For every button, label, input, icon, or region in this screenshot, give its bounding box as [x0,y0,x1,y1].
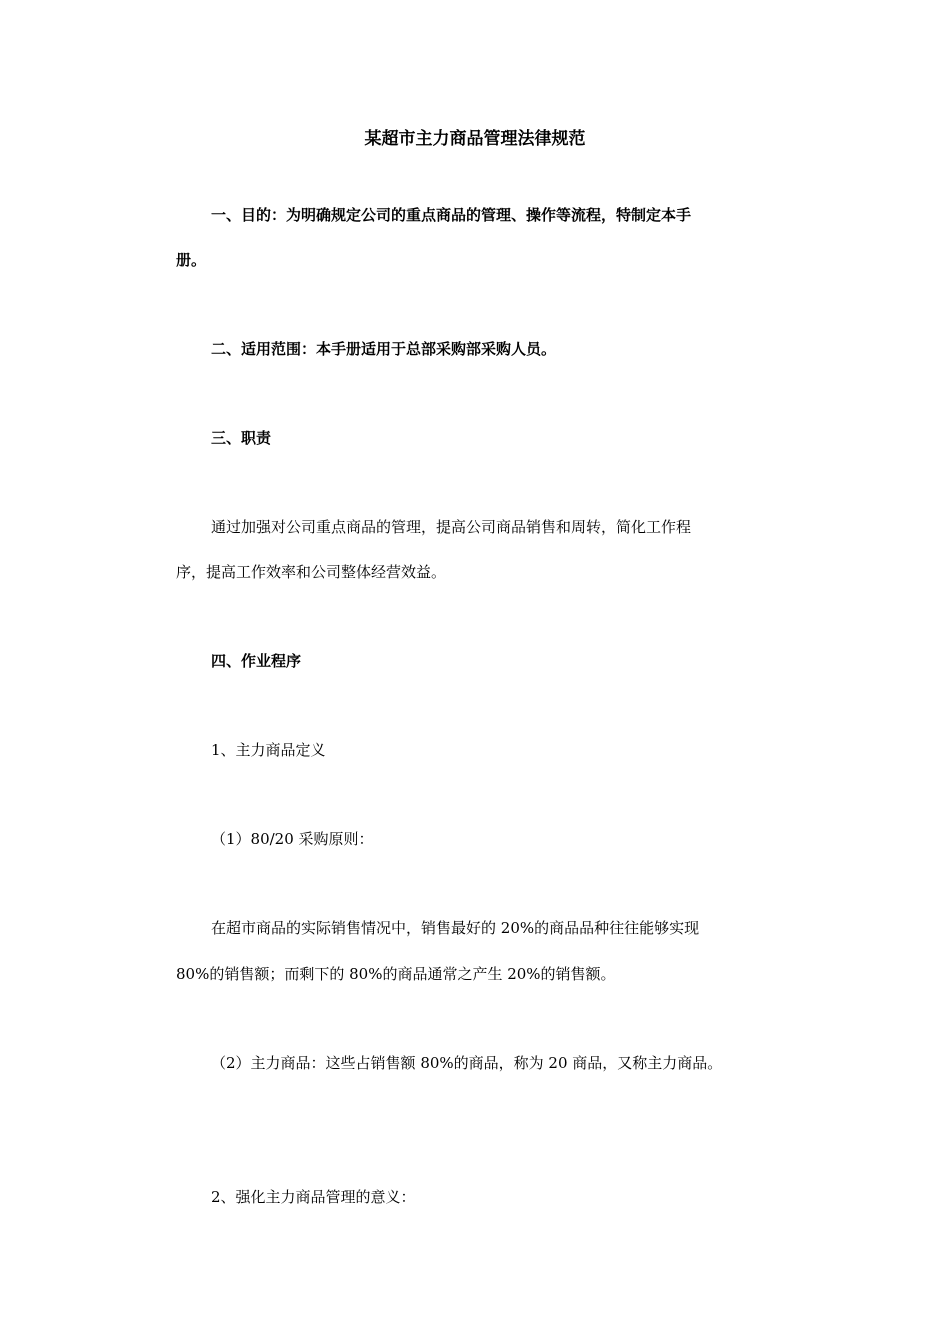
section-scope: 二、适用范围：本手册适用于总部采购部采购人员。 [211,340,557,358]
item-2-heading: 2、强化主力商品管理的意义： [211,1188,416,1206]
document-title: 某超市主力商品管理法律规范 [364,129,586,149]
item-1-paragraph-line-2: 80%的销售额；而剩下的 80%的商品通常之产生 20%的销售额。 [176,965,616,983]
item-1-sub-2: （2）主力商品：这些占销售额 80%的商品，称为 20 商品，又称主力商品。 [211,1054,723,1072]
section-duties-heading: 三、职责 [211,429,272,447]
duties-paragraph-line-2: 序，提高工作效率和公司整体经营效益。 [176,563,447,581]
section-purpose-line-1: 一、目的：为明确规定公司的重点商品的管理、操作等流程，特制定本手 [211,206,692,224]
duties-paragraph-line-1: 通过加强对公司重点商品的管理，提高公司商品销售和周转，简化工作程 [211,518,692,536]
item-1-sub-1: （1）80/20 采购原则： [211,830,374,848]
item-1-paragraph-line-1: 在超市商品的实际销售情况中，销售最好的 20%的商品品种往往能够实现 [211,919,700,937]
item-1-heading: 1、主力商品定义 [211,741,326,759]
section-purpose-line-2: 册。 [176,251,207,269]
section-procedure-heading: 四、作业程序 [211,652,302,670]
